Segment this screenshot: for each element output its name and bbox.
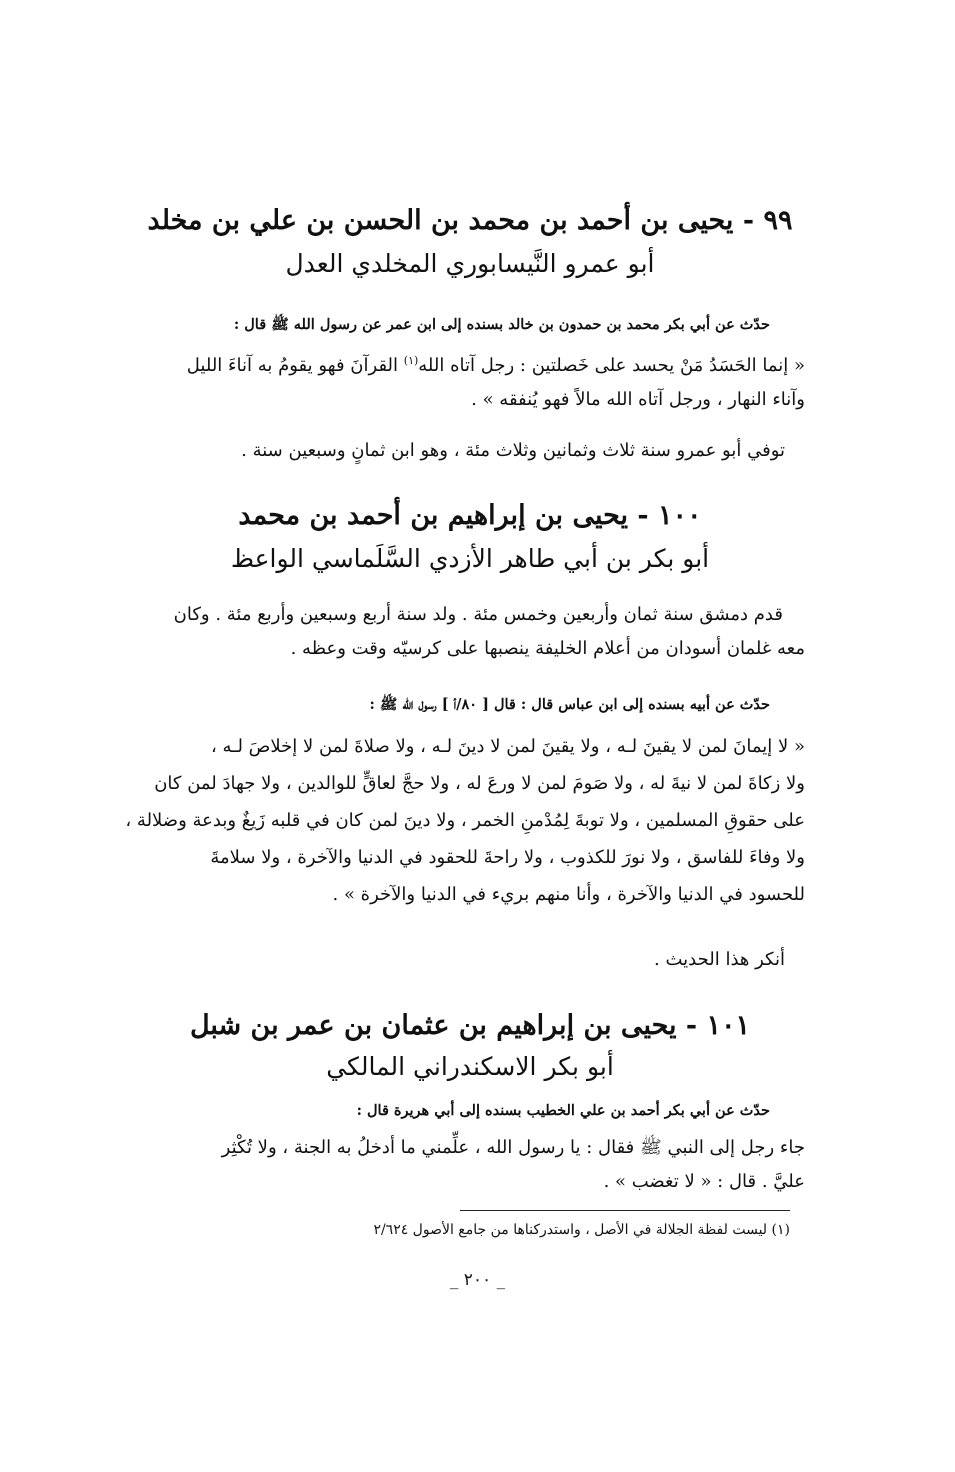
entry-100-isnad: حدّث عن أبيه بسنده إلى ابن عباس قال : قال [ ٨٠/أ ] رسول الله ﷺ : bbox=[369, 696, 770, 713]
entry-101 bbox=[135, 1008, 805, 1084]
entry-100-hadith-line-1: « لا إيمانَ لمن لا يقينَ لـه ، ولا يقينَ لمن لا دينَ لـه ، ولا صلاةَ لمن لا إخلاصَ لـه ، bbox=[210, 736, 805, 757]
entry-100-title: ١٠٠ - يحيى بن إبراهيم بن أحمد بن محمد bbox=[238, 500, 702, 531]
entry-100 bbox=[135, 498, 805, 576]
entry-100-hadith-line-2: ولا زكاةَ لمن لا نيةَ له ، ولا صَومَ لمن لا ورعَ له ، ولا حجَّ لعاقٍّ للوالدين ، ولا جهادَ لمن كان bbox=[154, 773, 805, 794]
entry-99-hadith-text-b: القرآنَ فهو يقومُ به آناءَ الليل bbox=[186, 355, 404, 376]
footnote-divider bbox=[460, 1210, 790, 1211]
entry-100-hadith-line-4: ولا وفاءَ للفاسق ، ولا نورَ للكذوب ، ولا راحةَ للحقود في الدنيا والآخرة ، ولا سلامةَ bbox=[210, 847, 805, 868]
page-number: _ ٢٠٠ _ bbox=[449, 1270, 506, 1290]
entry-99-hadith-line-1 bbox=[135, 344, 805, 383]
entry-100-hadith-line-3: على حقوقِ المسلمين ، ولا توبةَ لِمُدْمنِ الخمر ، ولا دينَ لمن كان في قلبه زَيغٌ وبدعة وضلالة ، bbox=[125, 810, 805, 831]
entry-99-title: ٩٩ - يحيى بن أحمد بن محمد بن الحسن بن علي بن مخلد bbox=[147, 205, 793, 236]
entry-99-subtitle: أبو عمرو النَّيسابوري المخلدي العدل bbox=[285, 249, 655, 278]
entry-99-death-block bbox=[135, 436, 805, 466]
entry-100-subtitle: أبو بكر بن أبي طاهر الأزدي السَّلَماسي الواعظ bbox=[230, 544, 710, 573]
entry-101-hadith bbox=[135, 1131, 805, 1199]
entry-101-subtitle: أبو بكر الاسكندراني المالكي bbox=[326, 1052, 614, 1081]
entry-101-hadith-line-1: جاء رجل إلى النبي ﷺ فقال : يا رسول الله ، علِّمني ما أدخلُ به الجنة ، ولا تُكْثِر bbox=[221, 1137, 805, 1158]
entry-101-title: ١٠١ - يحيى بن إبراهيم بن عثمان بن عمر بن شبل bbox=[189, 1010, 751, 1041]
entry-99 bbox=[135, 203, 805, 281]
entry-100-comment-block bbox=[135, 945, 805, 975]
entry-100-comment: أنكر هذا الحديث . bbox=[654, 949, 785, 970]
entry-99-hadith bbox=[135, 344, 805, 417]
entry-101-isnad: حدّث عن أبي بكر أحمد بن علي الخطيب بسنده إلى أبي هريرة قال : bbox=[356, 1102, 770, 1119]
footnote-text: (١) ليست لفظة الجلالة في الأصل ، واستدركناها من جامع الأصول ٢/٦٢٤ bbox=[373, 1222, 790, 1238]
entry-100-hadith-line-5: للحسود في الدنيا والآخرة ، وأنا منهم بريء في الدنيا والآخرة » . bbox=[332, 884, 805, 905]
entry-99-hadith-text-a: « إنما الحَسَدُ مَنْ يحسد على خَصلتين : رجل آتاه الله bbox=[418, 355, 805, 376]
entry-101-hadith-line-2: عليَّ . قال : « لا تغضب » . bbox=[603, 1171, 805, 1192]
entry-100-bio-line-2: معه غلمان أسودان من أعلام الخليفة ينصبها على كرسيّه وقت وعظه . bbox=[290, 638, 805, 659]
entry-100-bio-line-1: قدم دمشق سنة ثمان وأربعين وخمس مئة . ولد سنة أربع وسبعين وأربع مئة . وكان bbox=[173, 604, 783, 625]
footnote-marker: (١) bbox=[403, 354, 419, 367]
entry-99-death-note: توفي أبو عمرو سنة ثلاث وثمانين وثلاث مئة ، وهو ابن ثمانٍ وسبعين سنة . bbox=[241, 440, 785, 461]
entry-99-isnad: حدّث عن أبي بكر محمد بن حمدون بن خالد بسنده إلى ابن عمر عن رسول الله ﷺ قال : bbox=[233, 316, 770, 333]
entry-99-isnad-block bbox=[150, 314, 770, 336]
entry-100-hadith bbox=[125, 728, 805, 913]
entry-101-isnad-block bbox=[150, 1100, 770, 1122]
entry-100-isnad-block bbox=[150, 694, 770, 716]
entry-99-hadith-line-2: وآناء النهار ، ورجل آتاه الله مالاً فهو يُنفقه » . bbox=[471, 389, 805, 410]
entry-100-bio bbox=[135, 598, 805, 666]
